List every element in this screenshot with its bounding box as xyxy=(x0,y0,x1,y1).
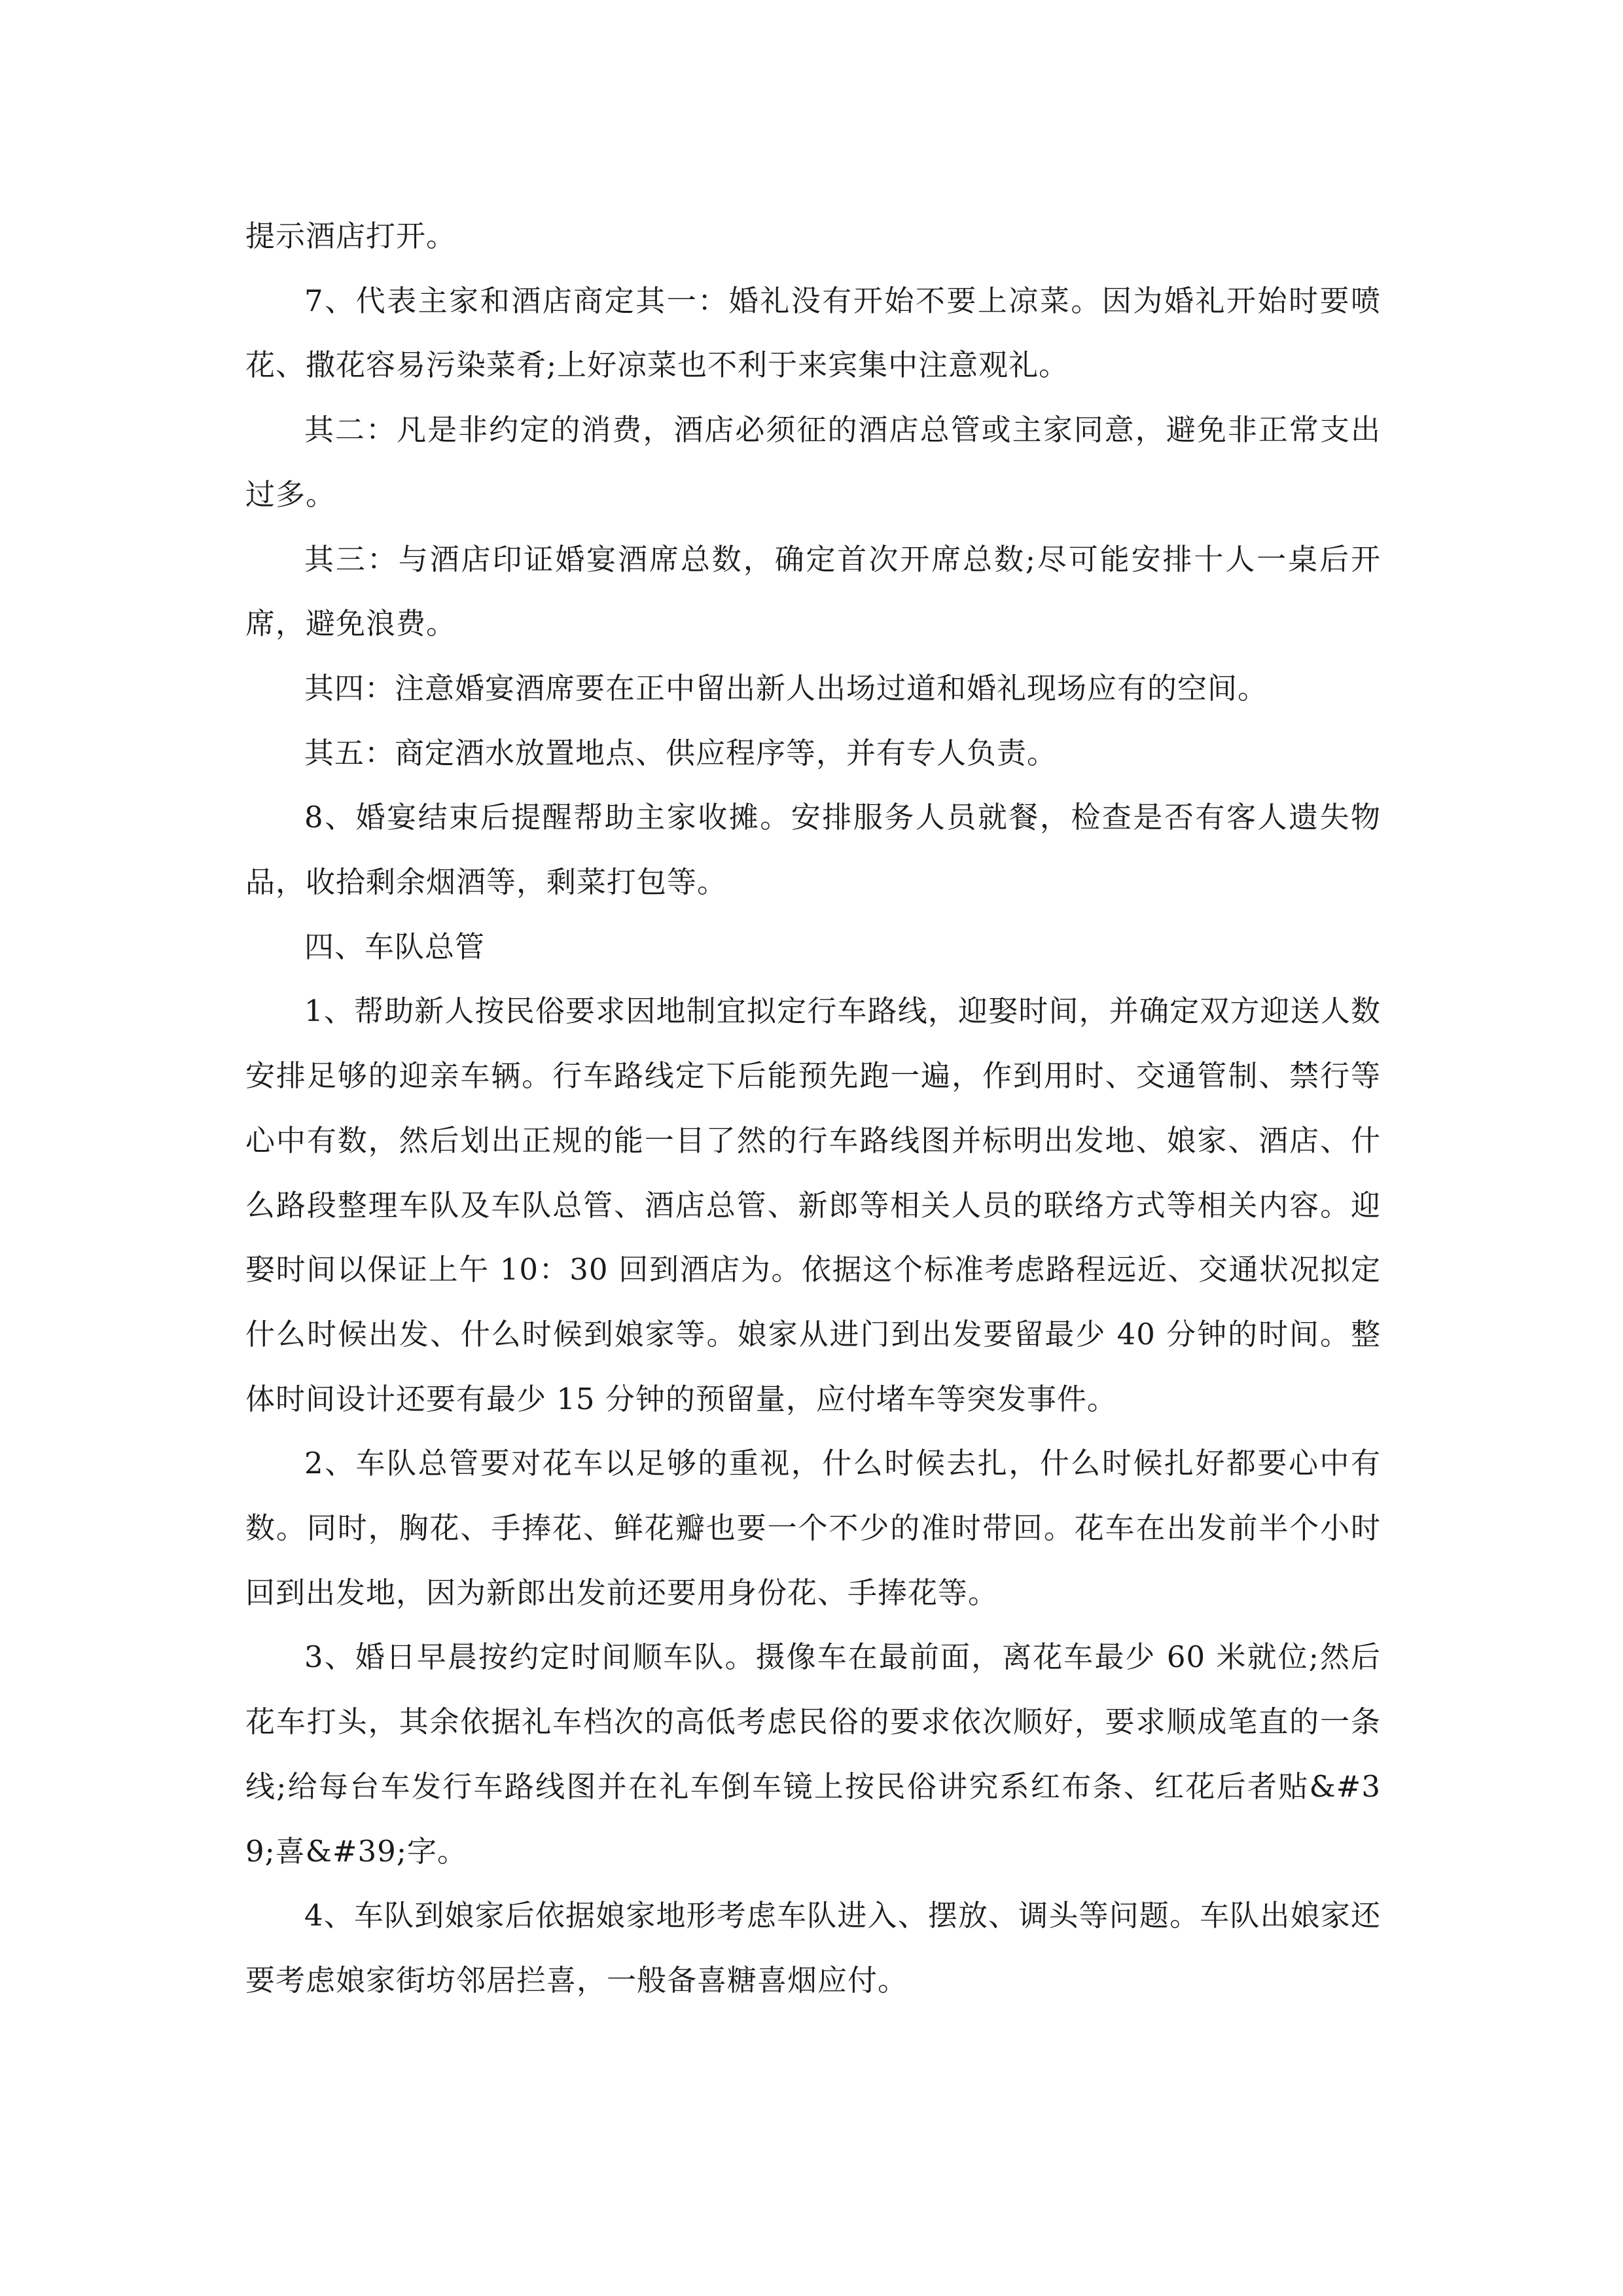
paragraph-fleet-2: 2、车队总管要对花车以足够的重视，什么时候去扎，什么时候扎好都要心中有数。同时，胸花、手捧花、鲜花瓣也要一个不少的准时带回。花车在出发前半个小时回到出发地，因为新郎出发前还要用身份花、手捧花等。 xyxy=(245,1446,1381,1610)
paragraph-item-3rd: 其三：与酒店印证婚宴酒席总数，确定首次开席总数;尽可能安排十人一桌后开席，避免浪费。 xyxy=(245,541,1381,641)
paragraph-item-7: 7、代表主家和酒店商定其一：婚礼没有开始不要上凉菜。因为婚礼开始时要喷花、撒花容易污染菜肴;上好凉菜也不利于来宾集中注意观礼。 xyxy=(245,283,1381,383)
document-page xyxy=(245,204,1381,2013)
paragraph-fleet-3: 3、婚日早晨按约定时间顺车队。摄像车在最前面，离花车最少 60 米就位;然后花车打头，其余依据礼车档次的高低考虑民俗的要求依次顺好，要求顺成笔直的一条线;给每台车发行车路线图并在礼车倒车镜上按民俗讲究系红布条、红花后者贴&#39;喜&#39;字。 xyxy=(245,1640,1381,1869)
section-heading-fleet-manager: 四、车队总管 xyxy=(304,929,486,964)
paragraph-fleet-1: 1、帮助新人按民俗要求因地制宜拟定行车路线，迎娶时间，并确定双方迎送人数安排足够的迎亲车辆。行车路线定下后能预先跑一遍，作到用时、交通管制、禁行等心中有数，然后划出正规的能一目了然的行车路线图并标明出发地、娘家、酒店、什么路段整理车队及车队总管、酒店总管、新郎等相关人员的联络方式等相关内容。迎娶时间以保证上午 10：30 回到酒店为。依据这个标准考虑路程远近、交通状况拟定什么时候出发、什么时候到娘家等。娘家从进门到出发要留最少 40 分钟的时间。整体时间设计还要有最少 15 分钟的预留量，应付堵车等突发事件。 xyxy=(245,994,1381,1416)
paragraph-item-4th: 其四：注意婚宴酒席要在正中留出新人出场过道和婚礼现场应有的空间。 xyxy=(304,670,1268,706)
paragraph-fleet-4: 4、车队到娘家后依据娘家地形考虑车队进入、摆放、调头等问题。车队出娘家还要考虑娘家街坊邻居拦喜，一般备喜糖喜烟应付。 xyxy=(245,1898,1381,1998)
paragraph-item-5th: 其五：商定酒水放置地点、供应程序等，并有专人负责。 xyxy=(304,735,1058,770)
paragraph-item-2nd: 其二：凡是非约定的消费，酒店必须征的酒店总管或主家同意，避免非正常支出过多。 xyxy=(245,412,1381,512)
paragraph-continuation: 提示酒店打开。 xyxy=(245,219,457,253)
paragraph-item-8: 8、婚宴结束后提醒帮助主家收摊。安排服务人员就餐，检查是否有客人遗失物品，收拾剩余烟酒等，剩菜打包等。 xyxy=(245,800,1381,900)
